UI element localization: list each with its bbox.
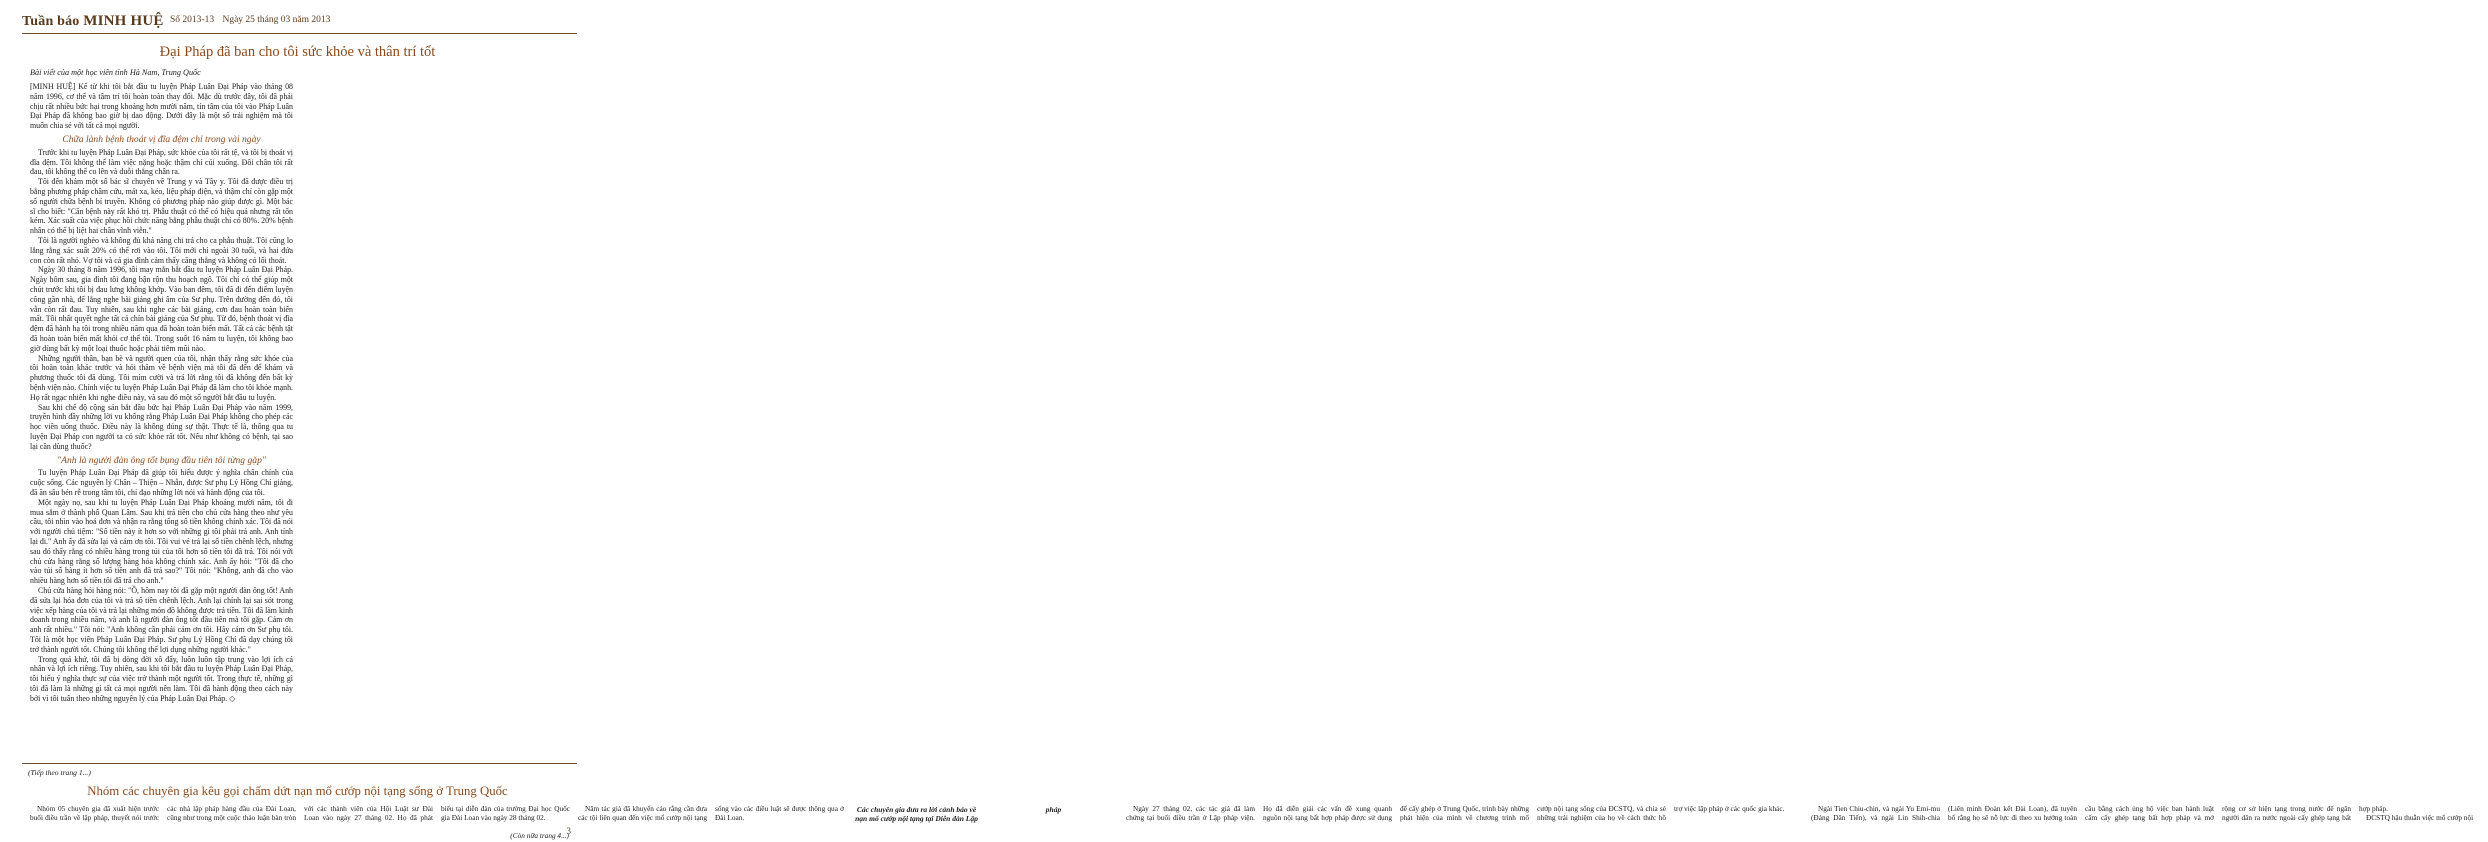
section-heading-2: "Anh là người đàn ông tốt bụng đầu tiên tôi từng gặp"	[57, 454, 266, 466]
brand-prefix: Tuần báo	[22, 14, 84, 29]
brand-name: MINH HUỆ	[83, 13, 164, 29]
paragraph: Tôi đến khám một số bác sĩ chuyên về Trung y và Tây y. Tôi đã được điều trị bằng phương pháp châm cứu, mát xa, kéo, liệu pháp điện, và thậm chí còn gặp một số người chữa bệnh bí truyền. Không có phương pháp nào giúp được gì. Một bác sĩ cho biết: "Căn bệnh này rất khó trị. Phẫu thuật có thể có hiệu quả nhưng rất tốn kém. Xác suất của việc phục hồi chức năng bằng phẫu thuật chỉ có 80%. 20% bệnh nhân có thể bị liệt hai chân vĩnh viễn."	[30, 177, 293, 236]
article-byline: Bài viết của một học viên tỉnh Hà Nam, Trung Quốc	[30, 68, 201, 77]
paragraph: Trước khi tu luyện Pháp Luân Đại Pháp, sức khỏe của tôi rất tệ, và tôi bị thoát vị đĩa đệm. Tôi không thể làm việc nặng hoặc thậm chí cúi xuống. Đôi chân tôi rất đau, tôi không thể co lên và duỗi thẳng chân ra.	[30, 147, 293, 177]
paragraph: Một ngày nọ, sau khi tu luyện Pháp Luân Đại Pháp khoảng mười năm, tôi đi mua sắm ở thành phố Quan Lâm. Sau khi trả tiền cho chủ cửa hàng theo như yêu cầu, tôi nhìn vào hoá đơn và nhận ra rằng tổng số tiền không chính xác. Tôi đã nói với người chủ tiệm: "Số tiền này ít hơn so với những gì tôi phải trả anh. Anh tính lại đi." Anh ấy đã sửa lại và cảm ơn tôi. Tôi vui vẻ trả lại số tiền chênh lệch, nhưng sau đó thấy rằng có nhiều hàng trong túi của tôi hơn số tiền tôi đã trả. Tôi nói với chủ cửa hàng rằng số lượng hàng hóa không chính xác. Anh ấy hỏi: "Tôi đã cho vào túi số hàng ít hơn số tiền anh đã trả sao?" Tôi nói: "Không, anh đã cho vào nhiều hàng hơn số tiền tôi đã trả cho anh."	[30, 497, 293, 586]
issue-number: Số 2013-13	[170, 15, 215, 25]
article-title-2: Nhóm các chuyên gia kêu gọi chấm dứt nạn mổ cướp nội tạng sống ở Trung Quốc	[87, 784, 508, 798]
end-mark: ◇	[229, 693, 236, 703]
paragraph: Ngày 27 tháng 02, các tác giả đã làm chứng tại buổi điều trần ở Lập pháp viện. Họ đã diễn giải các vấn đề xung quanh nguồn nội tạng bất hợp pháp được sử dụng để cấy ghép ở Trung Quốc, trình bày những phát hiện của mình về chương trình mổ cướp nội tạng sống của ĐCSTQ, và chia sẻ những trải nghiệm của họ về cách thức hồ trợ việc lập pháp ở các quốc gia khác.	[1126, 804, 1785, 822]
section-divider	[22, 763, 577, 764]
paragraph: Nhóm 05 chuyên gia đã xuất hiện trước buổi điều trần về lập pháp, thuyết nói trước các nhà lập pháp hàng đầu của Đài Loan, cũng như trong một cuộc thảo luận bàn tròn với các thành viên của Hội Luật sư Đài Loan vào ngày 27 tháng 02. Họ đã phát biểu tại diễn đàn của trường Đại học Quốc gia Đài Loan vào ngày 28 tháng 02.	[30, 804, 570, 822]
paragraph: Tôi là người nghèo và không đủ khả năng chi trả cho ca phẫu thuật. Tôi cũng lo lắng rằng xác suất 20% có thể rơi vào tôi. Tôi mới chỉ ngoài 30 tuổi, và hai đứa con còn rất nhỏ. Vợ tôi và cả gia đình cảm thấy căng thẳng và không có lối thoát.	[30, 236, 293, 265]
paragraph: Ngài Tien Chiu-chin, và ngài Yu Emi-mu (Đảng Dân Tiến), và ngài Lin Shih-chia (Liên minh Đoàn kết Đài Loan), đã tuyên bố rằng họ sẽ nỗ lực đi theo xu hướng toàn cầu bằng cách ủng hộ việc ban hành luật cấm cấy ghép tạng bất hợp pháp và mở rộng cơ sở hiện tạng trong nước để ngăn người dân ra nước ngoài cấy ghép tạng bất hợp pháp.	[1811, 804, 2388, 822]
article-title: Đại Pháp đã ban cho tôi sức khỏe và thân trí tốt	[159, 44, 436, 60]
continued-on-note: (Còn nữa trang 4...)	[510, 831, 569, 840]
subheading: Các chuyên gia đưa ra lời cảnh báo về nạn mổ cướp nội tạng tại Diễn đàn Lập pháp	[855, 805, 1062, 823]
page-header	[22, 11, 577, 34]
section-heading-1: Chữa lành bệnh thoát vị đĩa đệm chỉ trong vài ngày	[62, 133, 261, 145]
paragraph: Ngày 30 tháng 8 năm 1996, tôi may mắn bắt đầu tu luyện Pháp Luân Đại Pháp. Ngày hôm sau, gia đình tôi đang bận rộn thu hoạch ngô. Tôi chỉ có thể giúp một chút trước khi tôi bị đau lưng không khớp. Vào ban đêm, tôi đã đi đến điểm luyện công gần nhà, để lắng nghe bài giảng ghi âm của Sư phụ. Trên đường đến đó, tôi vẫn còn rất đau. Tuy nhiên, sau khi nghe các bài giảng, cơn đau hoàn toàn biến mất. Tôi nhất quyết nghe tất cả chín bài giảng của Sư phụ. Từ đó, bệnh thoát vị đĩa đệm đã hành hạ tôi trong nhiều năm qua đã hoàn toàn biến mất. Tất cả các bệnh tật đã hoàn toàn biến mất khỏi cơ thể tôi. Trong suốt 16 năm tu luyện, tôi không bao giờ dùng bất kỳ một loại thuốc hoặc phải tiêm mũi nào.	[30, 265, 293, 353]
issue-date: Ngày 25 tháng 03 năm 2013	[222, 15, 331, 25]
issue-info	[170, 15, 336, 25]
paragraph: Những người thân, bạn bè và người quen của tôi, nhận thấy rằng sức khỏe của tôi hoàn toàn khác trước và hỏi thăm về bệnh viện mà tôi đã đến để khám và phương thuốc tôi đã dùng. Tôi mỉm cười và trả lời rằng tôi đã không đến bất kỳ bệnh viện nào. Chính việc tu luyện Pháp Luân Đại Pháp đã làm cho tôi khỏe mạnh. Họ rất ngạc nhiên khi nghe điều này, và sau đó một số người bắt đầu tu luyện.	[30, 353, 293, 402]
paragraph: ĐCSTQ hậu thuẫn việc mổ cướp nội	[2366, 812, 2474, 822]
page-number: 3	[566, 826, 571, 836]
paragraph: Năm tác giả đã khuyến cáo rằng cần đưa các tội liên quan đến việc mổ cướp nội tạng sống vào các điều luật sẽ được thông qua ở Đài Loan.	[578, 804, 844, 822]
paragraph: Chủ cửa hàng hỏi hàng nói: "Ồ, hôm nay tôi đã gặp một người đàn ông tốt! Anh đã sửa lại hóa đơn của tôi và trả số tiền chênh lệch. Anh lại chỉnh lại sai sót trong việc xếp hàng của tôi và trả lại những món đồ không được trả tiền. Tôi đã làm kinh doanh trong nhiều năm, và anh là người đàn ông tốt đầu tiên mà tôi gặp. Cảm ơn anh rất nhiều." Tôi nói: "Anh không cần phải cảm ơn tôi. Hãy cảm ơn Sư phụ tôi. Tôi là một học viên Pháp Luân Đại Pháp. Sư phụ Lý Hồng Chí đã dạy chúng tôi trở thành người tốt. Chúng tôi không thể lợi dụng những người khác."	[30, 586, 293, 654]
article-2-body	[30, 804, 2474, 831]
paragraph	[30, 655, 293, 704]
paragraph-text: Trong quá khứ, tôi đã bị dòng đời xô đẩy, luôn luôn tập trung vào lợi ích cá nhân và lợi ích riêng. Tuy nhiên, sau khi tôi bắt đầu tu luyện Pháp Luân Đại Pháp, tôi hiểu ý nghĩa thực sự của việc trở thành một người tốt. Trong thực tế, những gì tôi đã làm là những gì tất cả mọi người nên làm. Tôi đã hành động theo cách này bởi vì tôi tuân theo những nguyên lý của Pháp Luân Đại Pháp.	[30, 654, 293, 703]
newsletter-brand	[22, 13, 164, 30]
paragraph: Tu luyện Pháp Luân Đại Pháp đã giúp tôi hiểu được ý nghĩa chân chính của cuộc sống. Các nguyên lý Chân – Thiện – Nhẫn, được Sư phụ Lý Hồng Chí giảng, đã ăn sâu bén rễ trong tâm tôi, chỉ đạo những lời nói và hành động của tôi.	[30, 468, 293, 498]
paragraph: Sau khi chế độ cộng sản bắt đầu bức hại Pháp Luân Đại Pháp vào năm 1999, truyền hình đầy những lời vu khống rằng Pháp Luân Đại Pháp không cho phép các học viên uống thuốc. Điều này là không đúng sự thật. Thực tế là, thông qua tu luyện Đại Pháp con người ta có sức khỏe rất tốt. Nếu như không có bệnh, tại sao lại cần dùng thuốc?	[30, 402, 293, 451]
continued-from-note: (Tiếp theo trang 1...)	[28, 768, 91, 777]
article-intro: [MINH HUỆ] Kể từ khi tôi bắt đầu tu luyện Pháp Luân Đại Pháp vào tháng 08 năm 1996, cơ thể và tâm trí tôi hoàn toàn thay đổi. Mặc dù trước đây, tôi đã phải chịu rất nhiều bức hại trong khoảng hơn mười năm, tín tâm của tôi vào Pháp Luân Đại Pháp đã không bao giờ bị dao động. Dưới đây là một số trải nghiệm mà tôi muốn chia sẻ với tất cả mọi người.	[30, 82, 293, 131]
article-body	[30, 82, 570, 750]
